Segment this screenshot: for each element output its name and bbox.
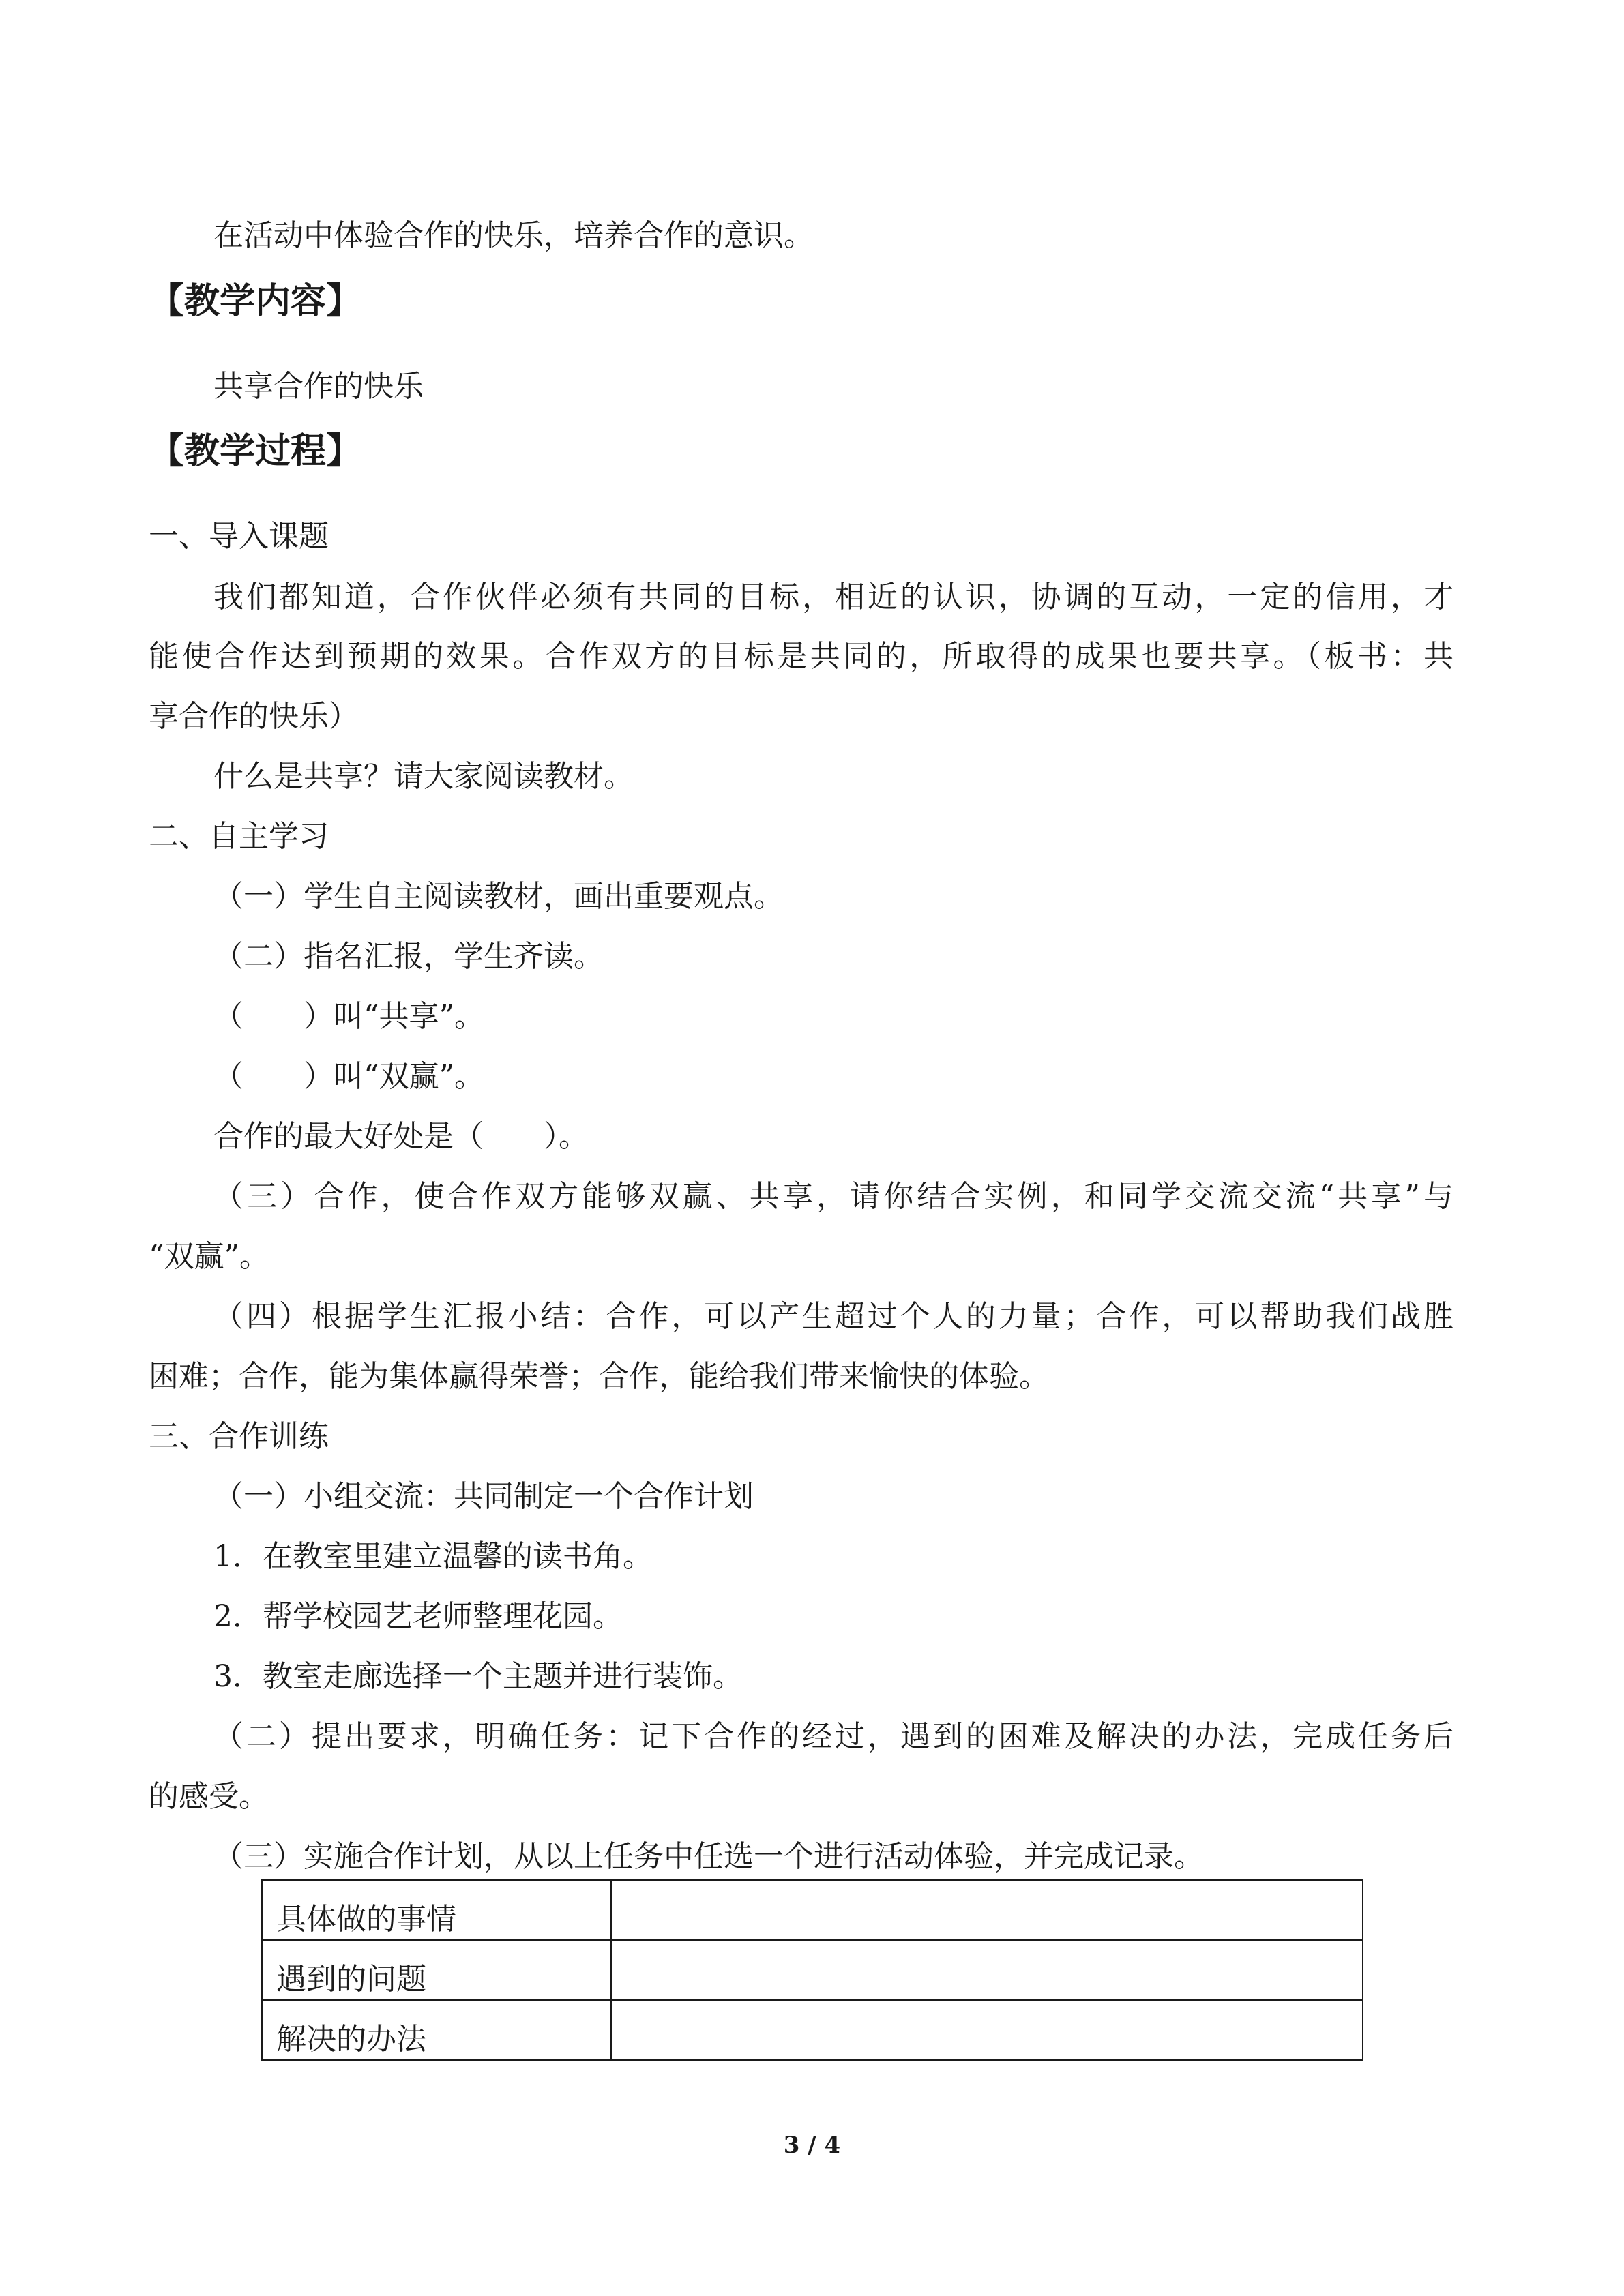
paragraph-line: （三）实施合作计划，从以上任务中任选一个进行活动体验，并完成记录。 bbox=[213, 1839, 1204, 1874]
table-cell-value bbox=[611, 1940, 1363, 2000]
section-heading-process: 【教学过程】 bbox=[149, 431, 362, 472]
table-cell-label: 具体做的事情 bbox=[262, 1880, 611, 1940]
table-row bbox=[262, 1940, 1363, 2000]
paragraph-line: （四）根据学生汇报小结：合作，可以产生超过个人的力量；合作，可以帮助我们战胜 bbox=[213, 1299, 1453, 1334]
table-cell-value bbox=[611, 1880, 1363, 1940]
step-heading-intro: 一、导入课题 bbox=[149, 519, 329, 554]
paragraph-line: （一）小组交流：共同制定一个合作计划 bbox=[213, 1479, 754, 1514]
paragraph-line: 什么是共享？请大家阅读教材。 bbox=[213, 759, 634, 794]
paragraph-line: 享合作的快乐） bbox=[149, 699, 359, 734]
table-cell-label: 遇到的问题 bbox=[262, 1940, 611, 2000]
paragraph-line: “双赢”。 bbox=[149, 1239, 269, 1274]
paragraph-line: （三）合作，使合作双方能够双赢、共享，请你结合实例，和同学交流交流“共享”与 bbox=[213, 1179, 1453, 1214]
table-row bbox=[262, 2000, 1363, 2060]
step-heading-self-study: 二、自主学习 bbox=[149, 819, 329, 854]
table-row bbox=[262, 1880, 1363, 1940]
paragraph-line: 的感受。 bbox=[149, 1779, 269, 1814]
table-cell-value bbox=[611, 2000, 1363, 2060]
table-cell-label: 解决的办法 bbox=[262, 2000, 611, 2060]
paragraph-line: （二）提出要求，明确任务：记下合作的经过，遇到的困难及解决的办法，完成任务后 bbox=[213, 1719, 1453, 1754]
goal-paragraph: 在活动中体验合作的快乐，培养合作的意识。 bbox=[213, 218, 814, 253]
paragraph-line: 能使合作达到预期的效果。合作双方的目标是共同的，所取得的成果也要共享。（板书：共 bbox=[149, 639, 1453, 674]
page-number: 3 / 4 bbox=[783, 2132, 841, 2159]
list-item: 3．教室走廊选择一个主题并进行装饰。 bbox=[213, 1659, 743, 1694]
paragraph-line: 我们都知道，合作伙伴必须有共同的目标，相近的认识，协调的互动，一定的信用，才 bbox=[213, 580, 1453, 614]
paragraph-line: 合作的最大好处是（ ）。 bbox=[213, 1119, 589, 1154]
paragraph-line: （ ）叫“双赢”。 bbox=[213, 1059, 484, 1094]
step-heading-training: 三、合作训练 bbox=[149, 1419, 329, 1454]
list-item: 2．帮学校园艺老师整理花园。 bbox=[213, 1599, 623, 1634]
paragraph-line: 困难；合作，能为集体赢得荣誉；合作，能给我们带来愉快的体验。 bbox=[149, 1359, 1049, 1394]
paragraph-line: （ ）叫“共享”。 bbox=[213, 999, 484, 1034]
content-paragraph: 共享合作的快乐 bbox=[213, 369, 424, 404]
list-item: 1．在教室里建立温馨的读书角。 bbox=[213, 1539, 653, 1574]
paragraph-line: （一）学生自主阅读教材，画出重要观点。 bbox=[213, 879, 784, 914]
activity-record-table bbox=[261, 1879, 1363, 2061]
paragraph-line: （二）指名汇报，学生齐读。 bbox=[213, 939, 604, 974]
section-heading-content: 【教学内容】 bbox=[149, 281, 362, 322]
